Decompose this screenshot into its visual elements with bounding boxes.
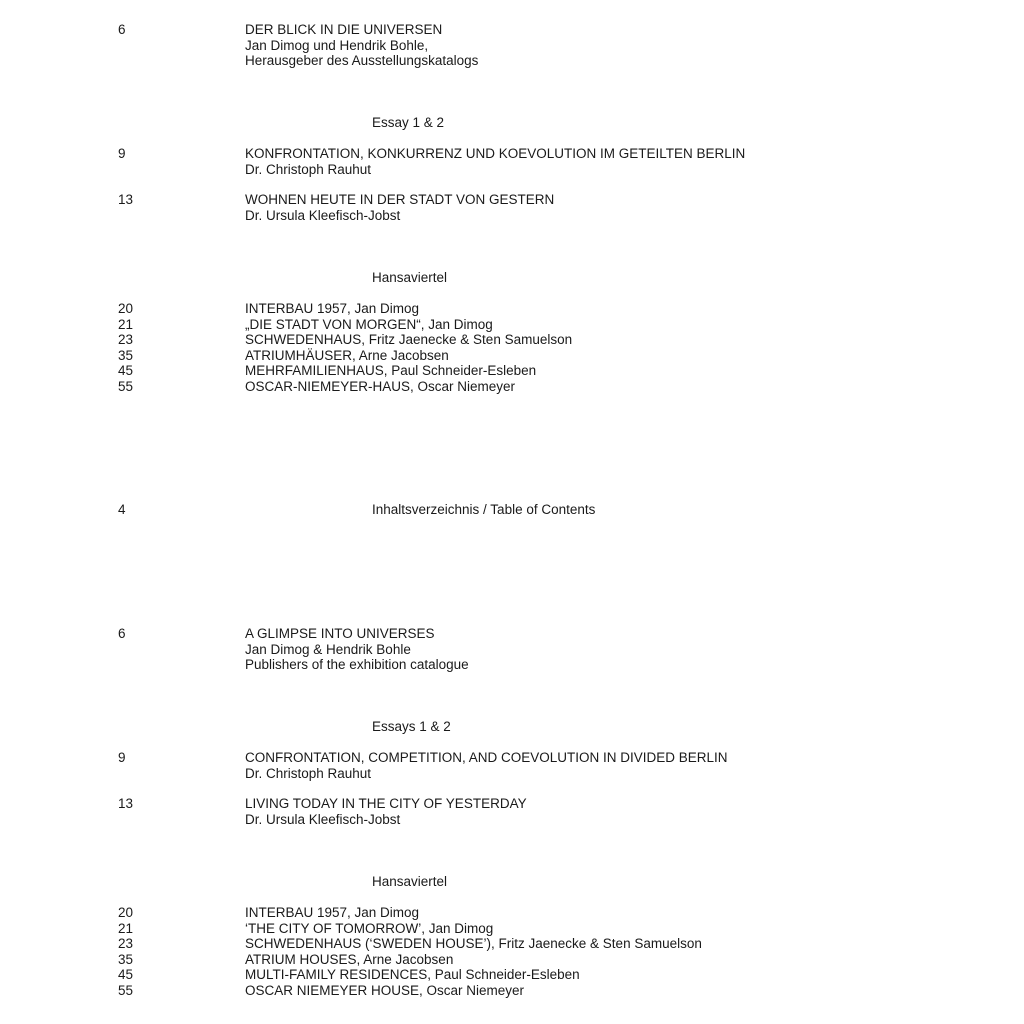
entry-role: Herausgeber des Ausstellungskatalogs xyxy=(245,53,479,68)
list-item: SCHWEDENHAUS, Fritz Jaenecke & Sten Samuelson xyxy=(245,332,573,347)
page-number: 6 xyxy=(118,626,126,641)
page-number: 35 xyxy=(118,347,134,363)
page-number: 23 xyxy=(118,936,134,951)
entry-lines xyxy=(245,192,1005,223)
list-item: MULTI-FAMILY RESIDENCES, Paul Schneider-Esleben xyxy=(245,967,580,982)
entry-title: WOHNEN HEUTE IN DER STADT VON GESTERN xyxy=(245,192,555,207)
page-number-column xyxy=(118,905,178,998)
list-item: ‘THE CITY OF TOMORROW’, Jan Dimog xyxy=(245,920,494,936)
page-number: 20 xyxy=(118,301,134,316)
entry-lines xyxy=(245,626,1005,673)
list-item: „DIE STADT VON MORGEN“, Jan Dimog xyxy=(245,316,493,332)
page-number: 35 xyxy=(118,951,134,967)
page-number: 55 xyxy=(118,982,134,998)
entry-author: Dr. Christoph Rauhut xyxy=(245,161,372,177)
list-item: OSCAR-NIEMEYER-HAUS, Oscar Niemeyer xyxy=(245,378,516,394)
list-item: ATRIUM HOUSES, Arne Jacobsen xyxy=(245,951,454,967)
list-item: INTERBAU 1957, Jan Dimog xyxy=(245,301,420,316)
page-number: 21 xyxy=(118,316,134,332)
entry-author: Dr. Christoph Rauhut xyxy=(245,765,372,781)
de-essays-heading: Essay 1 & 2 xyxy=(372,115,445,130)
toc-title: Inhaltsverzeichnis / Table of Contents xyxy=(372,502,596,517)
entry-lines xyxy=(245,301,1005,394)
en-hansaviertel-heading: Hansaviertel xyxy=(372,874,448,889)
list-item: INTERBAU 1957, Jan Dimog xyxy=(245,905,420,920)
entry-title: LIVING TODAY IN THE CITY OF YESTERDAY xyxy=(245,796,527,811)
page-number: 23 xyxy=(118,332,134,347)
page-number: 20 xyxy=(118,905,134,920)
page-number: 6 xyxy=(118,22,126,37)
page-number: 9 xyxy=(118,146,126,161)
list-item: OSCAR NIEMEYER HOUSE, Oscar Niemeyer xyxy=(245,982,525,998)
entry-lines xyxy=(245,905,1005,998)
page-number: 13 xyxy=(118,192,134,207)
toc-page-number: 4 xyxy=(118,502,126,517)
entry-lines xyxy=(245,750,1005,781)
list-item: MEHRFAMILIENHAUS, Paul Schneider-Esleben xyxy=(245,363,537,378)
entry-lines xyxy=(245,146,1005,177)
page-number: 21 xyxy=(118,920,134,936)
entry-lines xyxy=(245,796,1005,827)
page-number-column xyxy=(118,301,178,394)
entry-author: Jan Dimog und Hendrik Bohle, xyxy=(245,37,429,53)
page-number: 45 xyxy=(118,363,134,378)
entry-lines xyxy=(245,22,1005,69)
entry-role: Publishers of the exhibition catalogue xyxy=(245,657,469,672)
entry-title: KONFRONTATION, KONKURRENZ UND KOEVOLUTION IM GETEILTEN BERLIN xyxy=(245,146,746,161)
page-number: 13 xyxy=(118,796,134,811)
entry-title: CONFRONTATION, COMPETITION, AND COEVOLUTION IN DIVIDED BERLIN xyxy=(245,750,728,765)
page-number: 45 xyxy=(118,967,134,982)
de-hansaviertel-heading: Hansaviertel xyxy=(372,270,448,285)
page-number: 9 xyxy=(118,750,126,765)
entry-author: Dr. Ursula Kleefisch-Jobst xyxy=(245,811,401,827)
entry-author: Dr. Ursula Kleefisch-Jobst xyxy=(245,207,401,223)
list-item: ATRIUMHÄUSER, Arne Jacobsen xyxy=(245,347,449,363)
entry-author: Jan Dimog & Hendrik Bohle xyxy=(245,641,411,657)
entry-title: DER BLICK IN DIE UNIVERSEN xyxy=(245,22,443,37)
entry-title: A GLIMPSE INTO UNIVERSES xyxy=(245,626,435,641)
list-item: SCHWEDENHAUS (‘SWEDEN HOUSE’), Fritz Jaenecke & Sten Samuelson xyxy=(245,936,702,951)
page-number: 55 xyxy=(118,378,134,394)
en-essays-heading: Essays 1 & 2 xyxy=(372,719,451,734)
